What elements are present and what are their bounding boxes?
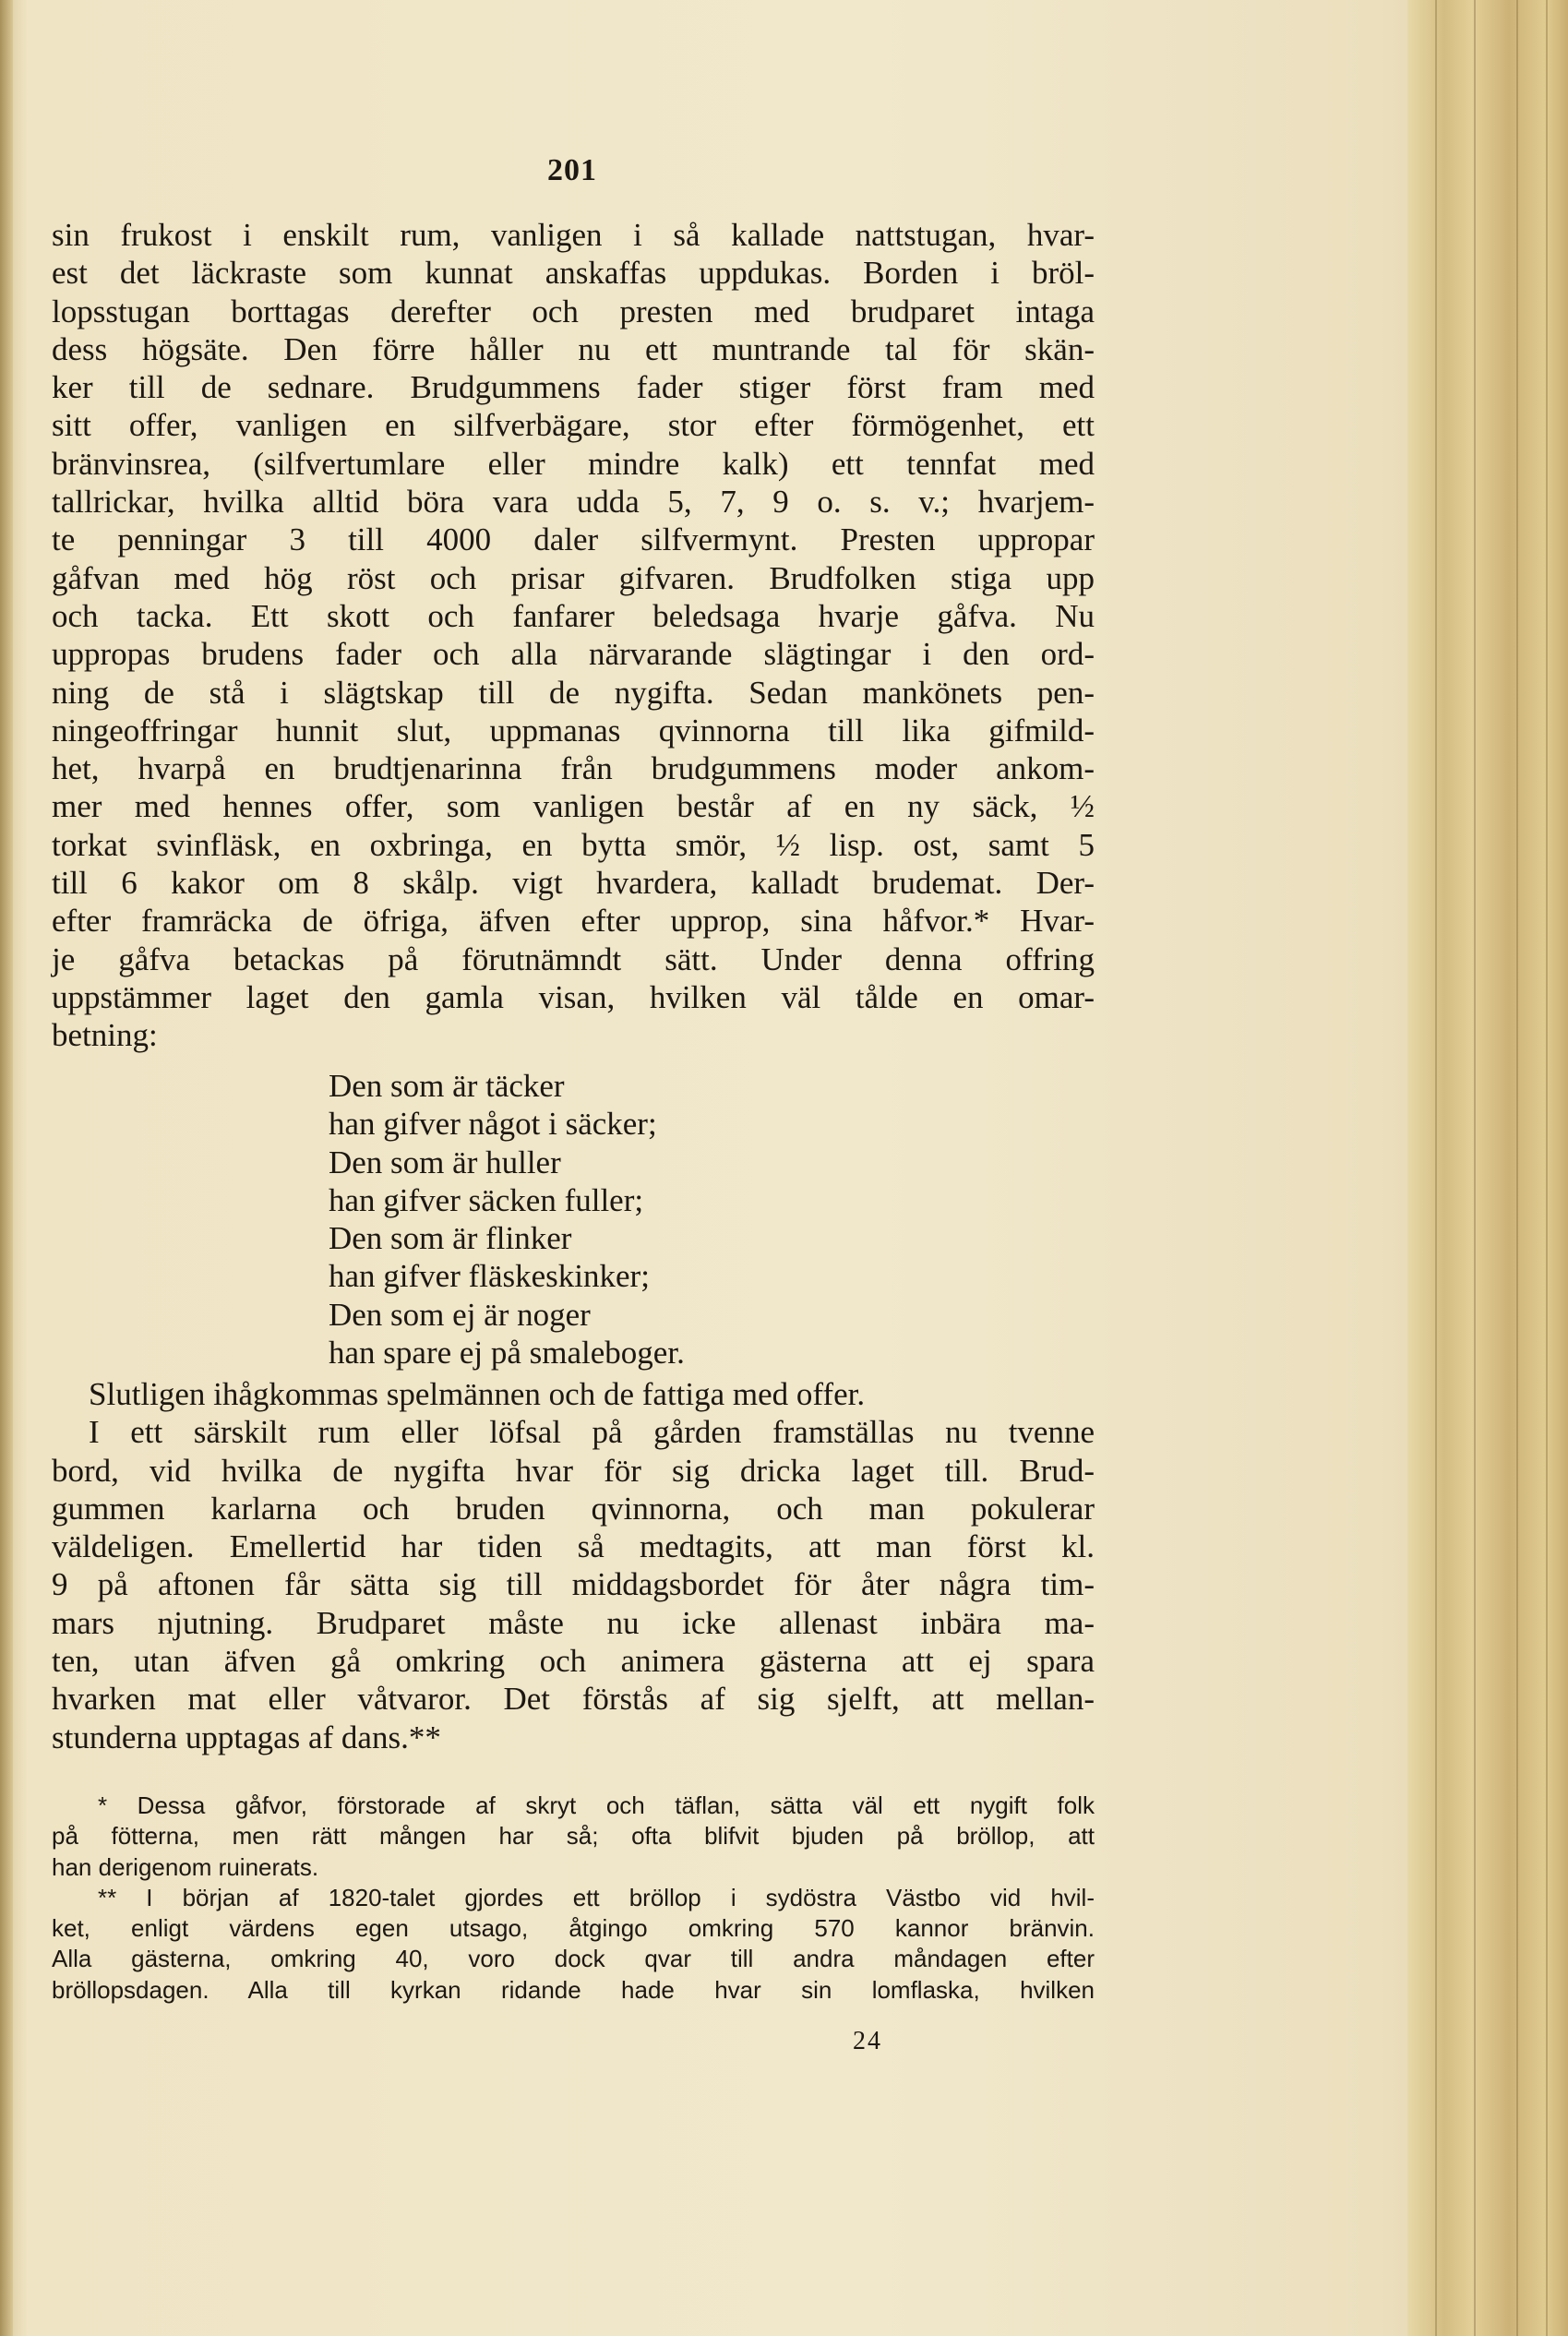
text-line: tallrickar, hvilka alltid böra vara udda 5, 7, 9 o. s. v.; hvarjem-: [52, 484, 1095, 521]
verse-line: Den som är flinker: [329, 1220, 572, 1257]
text-line: je gåfva betackas på förutnämndt sätt. Under denna offring: [52, 940, 1095, 977]
verse-line: han spare ej på smaleboger.: [329, 1335, 685, 1372]
text-line: gåfvan med hög röst och prisar gifvaren. Brudfolken stiga upp: [52, 559, 1095, 596]
text-line: mer med hennes offer, som vanligen består af en ny säck, ½: [52, 788, 1095, 825]
text-line: uppropas brudens fader och alla närvarande slägtingar i den ord-: [52, 636, 1095, 673]
signature-mark: 24: [853, 2027, 882, 2055]
main-paragraph: [52, 216, 1095, 1055]
text-line: betning:: [52, 1017, 158, 1054]
text-line: lopsstugan borttagas derefter och presten med brudparet intaga: [52, 293, 1095, 329]
text-line: bränvinsrea, (silfvertumlare eller mindre kalk) ett tennfat med: [52, 445, 1095, 482]
text-line: sitt offer, vanligen en silfverbägare, stor efter förmögenhet, ett: [52, 407, 1095, 444]
text-line: ning de stå i slägtskap till de nygifta. Sedan mankönets pen-: [52, 674, 1095, 711]
text-line: efter framräcka de öfriga, äfven efter upprop, sina håfvor.* Hvar-: [52, 903, 1095, 940]
text-line: väldeligen. Emellertid har tiden så medtagits, att man först kl.: [52, 1528, 1095, 1565]
text-line: torkat svinfläsk, en oxbringa, en bytta smör, ½ lisp. ost, samt 5: [52, 826, 1095, 863]
text-line: bord, vid hvilka de nygifta hvar för sig dricka laget till. Brud-: [52, 1452, 1095, 1489]
page-number: 201: [547, 153, 597, 187]
text-line: sin frukost i enskilt rum, vanligen i så kallade nattstugan, hvar-: [52, 217, 1095, 253]
text-line: ten, utan äfven gå omkring och animera gästerna att ej spara: [52, 1643, 1095, 1680]
verse-line: han gifver något i säcker;: [329, 1106, 657, 1143]
footnote-line: ** I början af 1820-talet gjordes ett bröllop i sydöstra Västbo vid hvil-: [98, 1883, 1095, 1911]
closing-paragraph: [52, 1375, 1095, 1756]
text-line: ningeoffringar hunnit slut, uppmanas qvinnorna till lika gifmild-: [52, 712, 1095, 749]
footnote-line: bröllopsdagen. Alla till kyrkan ridande hade hvar sin lomflaska, hvilken: [52, 1975, 1095, 2004]
text-line: till 6 kakor om 8 skålp. vigt hvardera, kalladt brudemat. Der-: [52, 865, 1095, 902]
text-line: te penningar 3 till 4000 daler silfvermynt. Presten uppropar: [52, 521, 1095, 558]
text-line: ker till de sednare. Brudgummens fader stiger först fram med: [52, 369, 1095, 406]
text-line: est det läckraste som kunnat anskaffas uppdukas. Borden i bröl-: [52, 255, 1095, 292]
text-line: het, hvarpå en brudtjenarinna från brudgummens moder ankom-: [52, 750, 1095, 787]
binding-edge: [0, 0, 13, 2336]
text-line: gummen karlarna och bruden qvinnorna, och man pokulerar: [52, 1490, 1095, 1527]
verse-line: Den som ej är noger: [329, 1296, 591, 1333]
footnote-line: * Dessa gåfvor, förstorade af skryt och täflan, sätta väl ett nygift folk: [98, 1791, 1095, 1819]
text-line: 9 på aftonen får sätta sig till middagsbordet för åter några tim-: [52, 1566, 1095, 1603]
footnote-line: ket, enligt värdens egen utsago, åtgingo omkring 570 kannor bränvin.: [52, 1914, 1095, 1943]
text-line: hvarken mat eller våtvaror. Det förstås af sig sjelft, att mellan-: [52, 1681, 1095, 1718]
text-line: och tacka. Ett skott och fanfarer beledsaga hvarje gåfva. Nu: [52, 597, 1095, 634]
text-line: mars njutning. Brudparet måste nu icke allenast inbära ma-: [52, 1604, 1095, 1641]
footnote-line: på fötterna, men rätt mången har så; ofta blifvit bjuden på bröllop, att: [52, 1822, 1095, 1851]
footnotes: [52, 1791, 1095, 2006]
footnote-line: han derigenom ruinerats.: [52, 1852, 319, 1881]
verse-line: han gifver säcken fuller;: [329, 1181, 644, 1218]
verse-block: [329, 1067, 808, 1372]
page-stack-edge: [1407, 0, 1568, 2336]
verse-line: han gifver fläskeskinker;: [329, 1258, 650, 1295]
text-line: dess högsäte. Den förre håller nu ett muntrande tal för skän-: [52, 330, 1095, 367]
text-line: stunderna upptagas af dans.**: [52, 1719, 441, 1755]
text-line: I ett särskilt rum eller löfsal på gården framställas nu tvenne: [89, 1414, 1095, 1451]
verse-line: Den som är täcker: [329, 1068, 565, 1104]
text-line: uppstämmer laget den gamla visan, hvilken väl tålde en omar-: [52, 978, 1095, 1015]
footnote-line: Alla gästerna, omkring 40, voro dock qvar till andra måndagen efter: [52, 1945, 1095, 1973]
text-line: Slutligen ihågkommas spelmännen och de fattiga med offer.: [89, 1376, 866, 1412]
verse-line: Den som är huller: [329, 1144, 561, 1180]
